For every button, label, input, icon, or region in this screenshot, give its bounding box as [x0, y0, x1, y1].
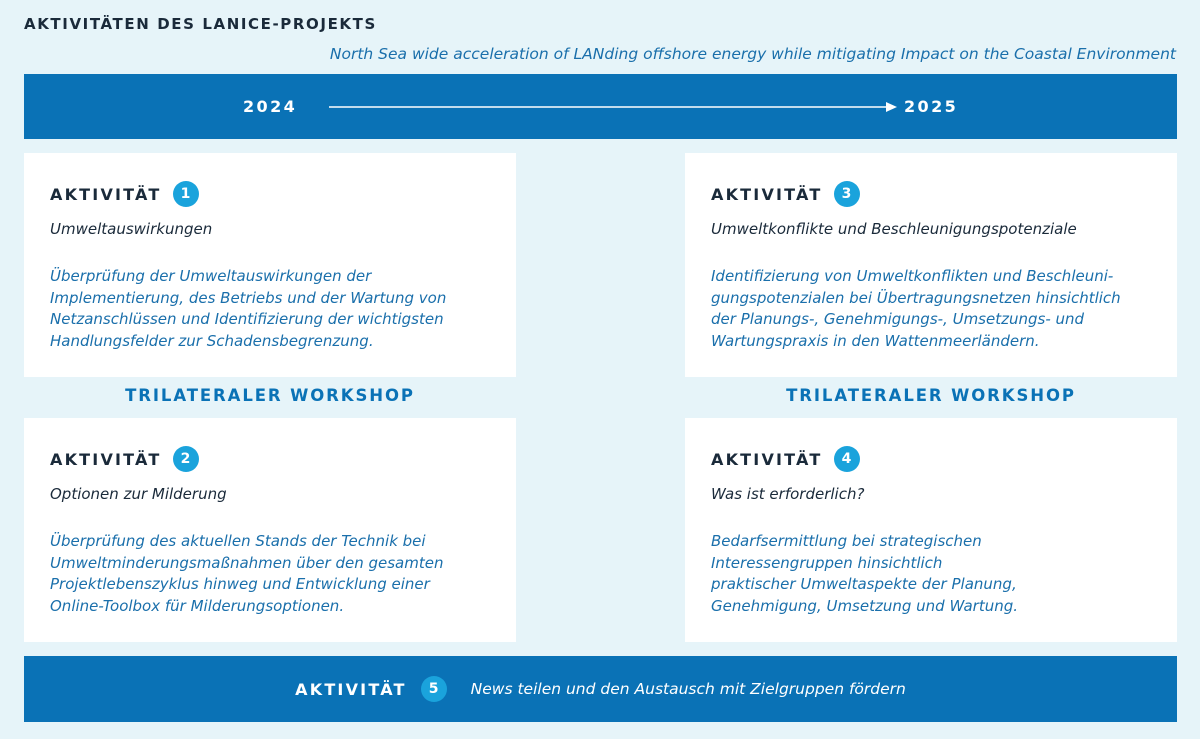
activity-label: AKTIVITÄT [50, 449, 162, 469]
workshop-label-right: TRILATERALER WORKSHOP [786, 386, 1076, 405]
activity-subtitle: Optionen zur Milderung [50, 485, 227, 503]
activity-label: AKTIVITÄT [711, 449, 823, 469]
activity-number-badge: 1 [173, 181, 199, 207]
activity-description: Identifizierung von Umweltkonflikten und Beschleuni- gungspotenzialen bei Übertragungsnetzen hinsichtlich der Planungs-, Genehmigungs-, Umsetzungs- und Wartungspraxis in den Wattenmeerländern. [711, 267, 1121, 350]
activity-heading [711, 445, 1151, 473]
activity-number-badge: 2 [173, 446, 199, 472]
timeline-start-year: 2024 [243, 97, 298, 116]
timeline-arrow-icon [329, 98, 899, 116]
activity-heading [50, 445, 490, 473]
activity-heading [711, 180, 1151, 208]
activity-subtitle: News teilen und den Austausch mit Zielgruppen fördern [470, 680, 906, 698]
activity-heading [50, 180, 490, 208]
activity-card-5 [24, 656, 1177, 722]
activity-card-2 [24, 418, 516, 642]
activity-label: AKTIVITÄT [711, 184, 823, 204]
activity-card-1 [24, 153, 516, 377]
activity-number-badge: 4 [834, 446, 860, 472]
activity-subtitle: Umweltkonflikte und Beschleunigungspotenziale [711, 220, 1077, 238]
activity-number-badge: 5 [421, 676, 447, 702]
activity-number-badge: 3 [834, 181, 860, 207]
activity-card-4 [685, 418, 1177, 642]
activity-label: AKTIVITÄT [50, 184, 162, 204]
timeline-end-year: 2025 [904, 97, 959, 116]
page-subtitle: North Sea wide acceleration of LANding offshore energy while mitigating Impact on the Coastal Environment [329, 45, 1176, 63]
activity-description: Überprüfung der Umweltauswirkungen der Implementierung, des Betriebs und der Wartung von Netzanschlüssen und Identifizierung der wichtigsten Handlungsfelder zur Schadensbegrenzung. [50, 267, 447, 350]
activity-label: AKTIVITÄT [295, 679, 407, 699]
activity-description: Bedarfsermittlung bei strategischen Interessengruppen hinsichtlich praktischer Umweltaspekte der Planung, Genehmigung, Umsetzung und Wartung. [711, 532, 1019, 615]
activity-card-3 [685, 153, 1177, 377]
timeline-bar [24, 74, 1177, 139]
activity-subtitle: Was ist erforderlich? [711, 485, 865, 503]
workshop-label-left: TRILATERALER WORKSHOP [125, 386, 415, 405]
page-title: AKTIVITÄTEN DES LANICE-PROJEKTS [24, 15, 377, 33]
activity-description: Überprüfung des aktuellen Stands der Technik bei Umweltminderungsmaßnahmen über den gesamten Projektlebenszyklus hinweg und Entwicklung einer Online-Toolbox für Milderungsoptionen. [50, 532, 444, 615]
activity-subtitle: Umweltauswirkungen [50, 220, 213, 238]
